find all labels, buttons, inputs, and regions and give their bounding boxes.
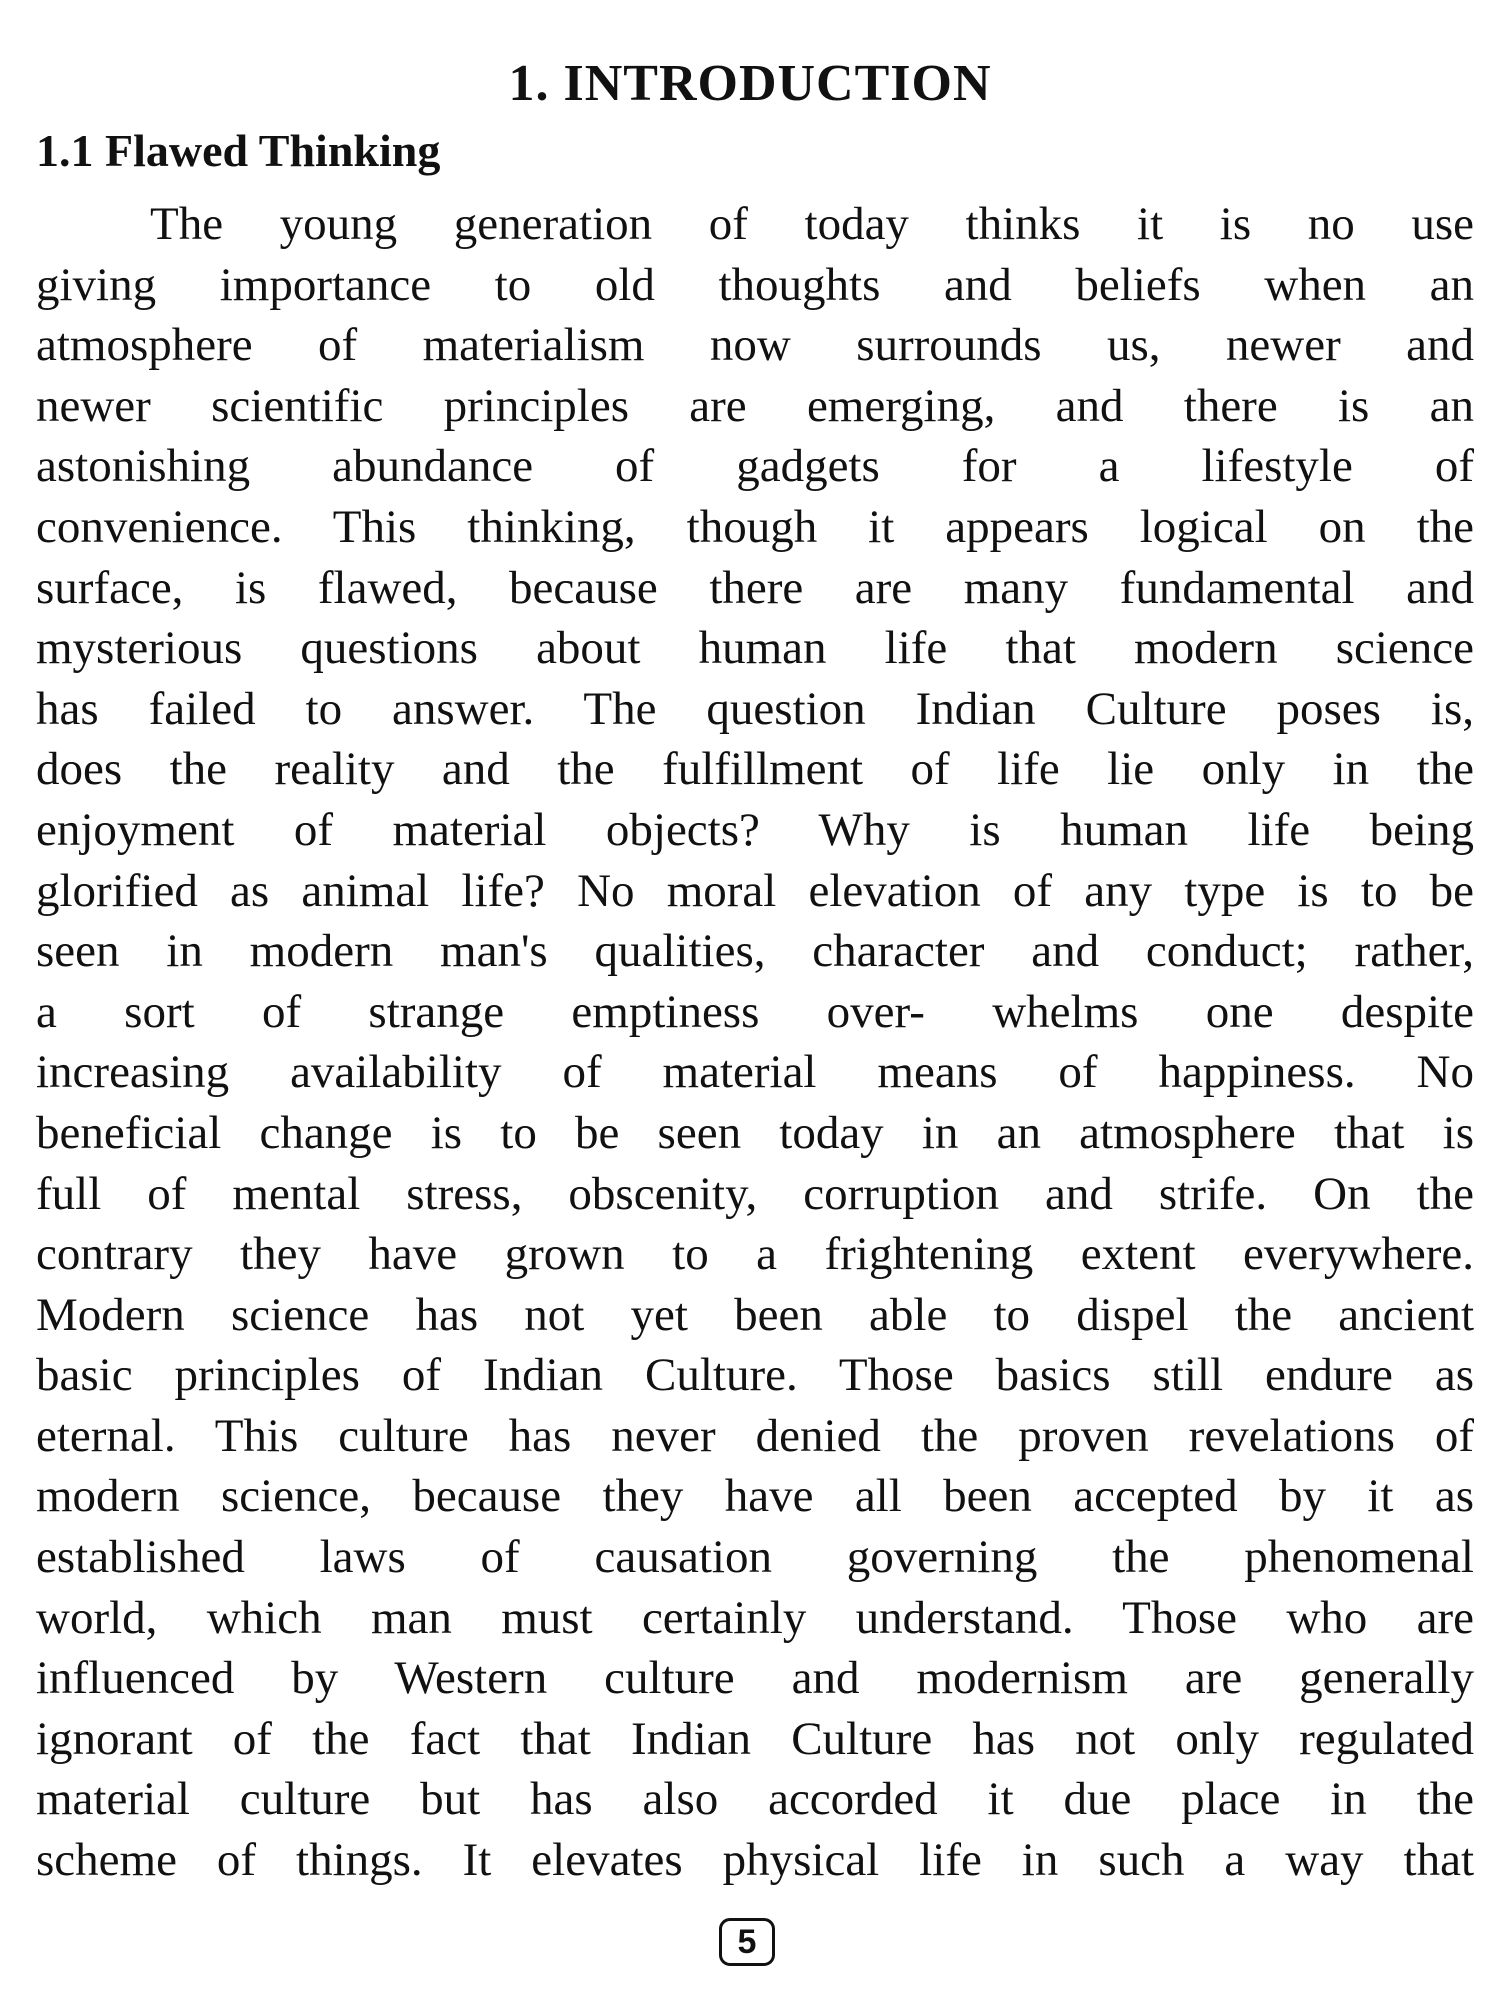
paragraph-line: astonishing abundance of gadgets for a lifestyle of [36,440,1474,493]
page-number: 5 [719,1918,775,1966]
paragraph-line: contrary they have grown to a frightening extent everywhere. [36,1228,1474,1281]
paragraph-line: newer scientific principles are emerging, and there is an [36,379,1474,432]
paragraph-line: established laws of causation governing the phenomenal [36,1531,1474,1584]
body-paragraph [36,194,1474,1891]
paragraph-line: eternal. This culture has never denied the proven revelations of [36,1409,1474,1462]
paragraph-line: world, which man must certainly understand. Those who are [36,1591,1474,1644]
paragraph-line: surface, is flawed, because there are many fundamental and [36,561,1474,614]
paragraph-line: atmosphere of materialism now surrounds us, newer and [36,319,1474,372]
paragraph-line: scheme of things. It elevates physical life in such a way that [36,1834,1474,1887]
paragraph-line: a sort of strange emptiness over- whelms one despite [36,985,1474,1038]
paragraph-line: full of mental stress, obscenity, corruption and strife. On the [36,1167,1474,1220]
section-heading: 1.1 Flawed Thinking [36,125,441,176]
paragraph-line: The young generation of today thinks it is no use [150,198,1474,250]
paragraph-line: convenience. This thinking, though it appears logical on the [36,500,1474,553]
paragraph-line: seen in modern man's qualities, character and conduct; rather, [36,925,1474,978]
chapter-title: 1. INTRODUCTION [508,55,992,112]
paragraph-line: basic principles of Indian Culture. Those basics still endure as [36,1349,1474,1402]
paragraph-line: does the reality and the fulfillment of life lie only in the [36,743,1474,796]
paragraph-line: mysterious questions about human life that modern science [36,622,1474,675]
paragraph-line: glorified as animal life? No moral elevation of any type is to be [36,864,1474,917]
paragraph-line: giving importance to old thoughts and beliefs when an [36,258,1474,311]
paragraph-line: increasing availability of material means of happiness. No [36,1046,1474,1099]
paragraph-line: enjoyment of material objects? Why is human life being [36,803,1474,856]
paragraph-line: ignorant of the fact that Indian Culture has not only regulated [36,1712,1474,1765]
paragraph-line: material culture but has also accorded it due place in the [36,1773,1474,1826]
paragraph-line: influenced by Western culture and modernism are generally [36,1652,1474,1705]
paragraph-line: Modern science has not yet been able to dispel the ancient [36,1288,1474,1341]
paragraph-line: modern science, because they have all been accepted by it as [36,1470,1474,1523]
paragraph-line: has failed to answer. The question Indian Culture poses is, [36,682,1474,735]
paragraph-line: beneficial change is to be seen today in an atmosphere that is [36,1106,1474,1159]
